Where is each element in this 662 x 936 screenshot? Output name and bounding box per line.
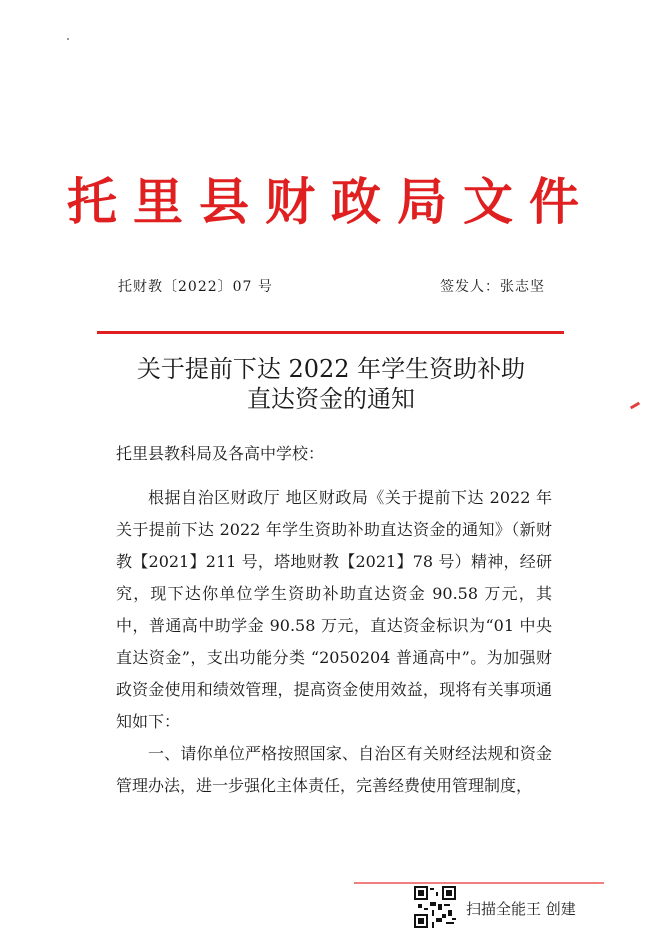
scanner-watermark: 扫描全能王 创建 (466, 900, 576, 918)
body-paragraph-2: 一、请你单位严格按照国家、自治区有关财经法规和资金管理办法，进一步强化主体责任，完善经费使用管理制度， (116, 744, 552, 795)
scan-speck (67, 38, 69, 40)
salutation: 托里县教科局及各高中学校： (116, 444, 325, 463)
signer: 签发人：张志坚 (440, 279, 545, 295)
notice-title-line-2: 直达资金的通知 (247, 385, 415, 413)
body-paragraph-1: 根据自治区财政厅 地区财政局《关于提前下达 2022 年关于提前下达 2022 年学生资助补助直达资金的通知》（新财教【2021】211 号，塔地财教【2021】78 号）精神，经研究，现下达你单位学生资助补助直达资金 90.58 万元，其中，普通高中助学金 90.58 万元，直达资金标识为“01 中央直达资金”，支出功能分类 “2050204 普通高中”。为加强财政资金使用和绩效管理，提高资金使用效益，现将有关事项通知如下： (116, 488, 552, 731)
header-divider (97, 331, 564, 334)
document-number: 托财教〔2022〕07 号 (118, 279, 273, 295)
notice-title-line-1: 关于提前下达 2022 年学生资助补助 (136, 355, 526, 383)
qr-code-icon (414, 886, 456, 928)
bottom-red-line (354, 882, 604, 884)
document-header-title: 托里县财政局文件 (67, 173, 595, 231)
qr-code-graphic (414, 886, 456, 928)
